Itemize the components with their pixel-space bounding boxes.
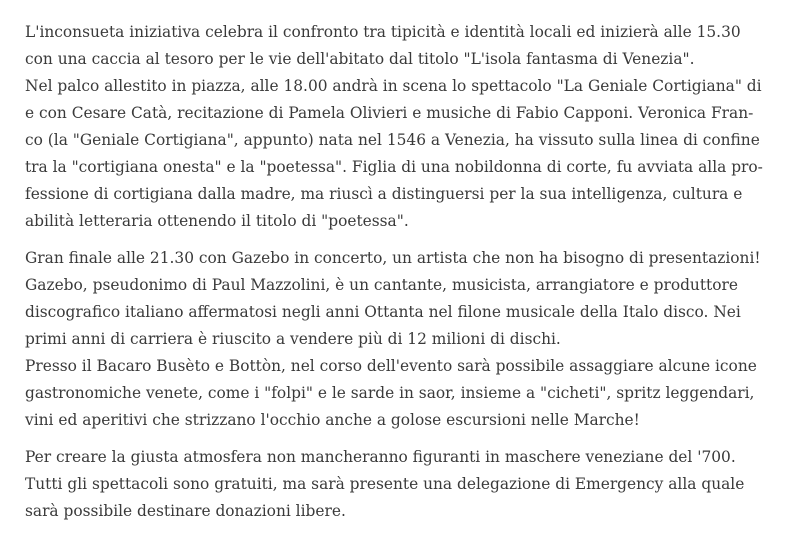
text-line: Gran finale alle 21.30 con Gazebo in concerto, un artista che non ha bisogno di presentazioni! — [25, 249, 761, 267]
text-line: Presso il Bacaro Busèto e Bottòn, nel corso dell'evento sarà possibile assaggiare alcune icone — [25, 357, 757, 375]
text-line: vini ed aperitivi che strizzano l'occhio anche a golose escursioni nelle Marche! — [25, 411, 640, 429]
text-line: sarà possibile destinare donazioni libere. — [25, 502, 346, 520]
text-line: discografico italiano affermatosi negli anni Ottanta nel filone musicale della Italo disco. Nei — [25, 303, 741, 321]
text-line: Tutti gli spettacoli sono gratuiti, ma sarà presente una delegazione di Emergency alla quale — [25, 475, 745, 493]
text-line: Nel palco allestito in piazza, alle 18.00 andrà in scena lo spettacolo "La Geniale Cortigiana" di — [25, 77, 762, 95]
text-line: gastronomiche venete, come i "folpi" e le sarde in saor, insieme a "cicheti", spritz leggendari, — [25, 384, 755, 402]
paragraph-event-program — [25, 19, 795, 235]
article-body — [25, 19, 795, 535]
text-line: primi anni di carriera è riuscito a vendere più di 12 milioni di dischi. — [25, 330, 561, 348]
text-line: con una caccia al tesoro per le vie dell'abitato dal titolo "L'isola fantasma di Venezia". — [25, 50, 695, 68]
text-line: Per creare la giusta atmosfera non mancheranno figuranti in maschere veneziane del '700. — [25, 448, 736, 466]
text-line: fessione di cortigiana dalla madre, ma riuscì a distinguersi per la sua intelligenza, cultura e — [25, 185, 743, 203]
paragraph-atmosphere-donations — [25, 444, 795, 525]
text-line: L'inconsueta iniziativa celebra il confronto tra tipicità e identità locali ed inizierà alle 15.30 — [25, 23, 741, 41]
text-line: co (la "Geniale Cortigiana", appunto) nata nel 1546 a Venezia, ha vissuto sulla linea di confine — [25, 131, 760, 149]
text-line: tra la "cortigiana onesta" e la "poetessa". Figlia di una nobildonna di corte, fu avviata alla pro- — [25, 158, 763, 176]
text-line: abilità letteraria ottenendo il titolo di "poetessa". — [25, 212, 409, 230]
paragraph-finale-concert — [25, 245, 795, 434]
text-line: e con Cesare Catà, recitazione di Pamela Olivieri e musiche di Fabio Capponi. Veronica Fran- — [25, 104, 754, 122]
text-line: Gazebo, pseudonimo di Paul Mazzolini, è un cantante, musicista, arrangiatore e produttore — [25, 276, 738, 294]
